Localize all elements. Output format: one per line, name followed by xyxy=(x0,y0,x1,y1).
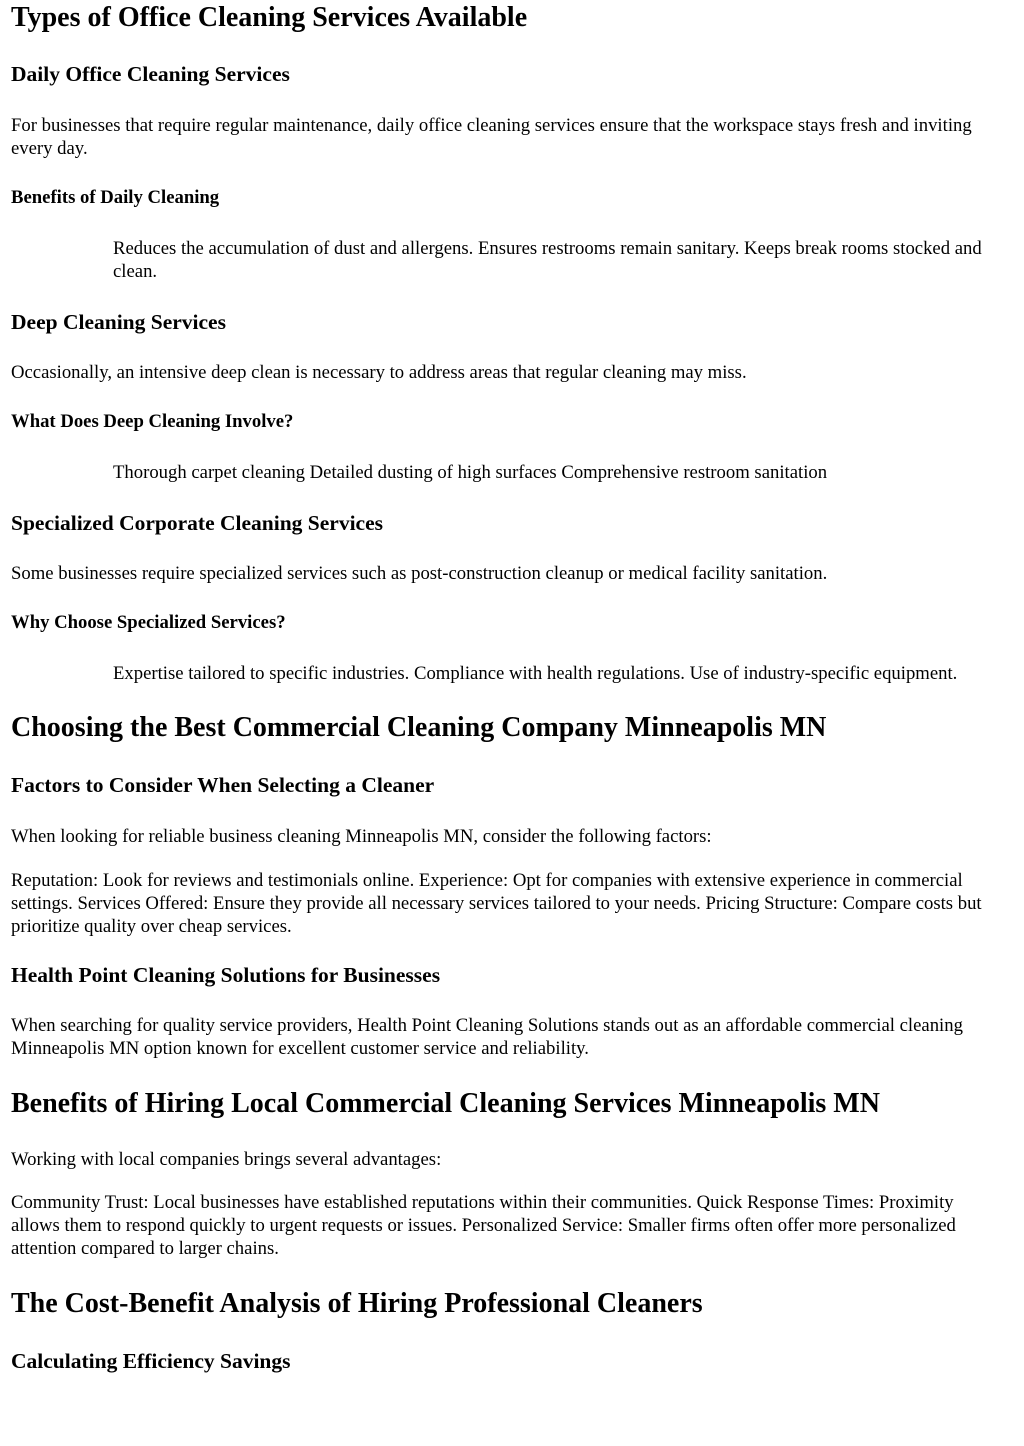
heading-choosing-best-company: Choosing the Best Commercial Cleaning Company Minneapolis MN xyxy=(11,712,827,743)
heading-deep-cleaning: Deep Cleaning Services xyxy=(11,310,226,334)
heading-cost-benefit-analysis: The Cost-Benefit Analysis of Hiring Professional Cleaners xyxy=(11,1288,703,1319)
paragraph-local-intro: Working with local companies brings several advantages: xyxy=(11,1149,442,1170)
blockquote-deep-cleaning-involve: Thorough carpet cleaning Detailed dusting of high surfaces Comprehensive restroom sanitation xyxy=(113,462,828,483)
paragraph-factors-intro: When looking for reliable business cleaning Minneapolis MN, consider the following factors: xyxy=(11,826,712,847)
heading-factors-to-consider: Factors to Consider When Selecting a Cleaner xyxy=(11,773,435,797)
heading-types-of-office-cleaning: Types of Office Cleaning Services Available xyxy=(11,2,528,33)
blockquote-specialized-reasons: Expertise tailored to specific industries. Compliance with health regulations. Use of industry-specific equipment. xyxy=(113,663,958,684)
paragraph-factors-list: Reputation: Look for reviews and testimonials online. Experience: Opt for companies with extensive experience in commercial settings. Services Offered: Ensure they provide all necessary services tailored to your needs. Pricing Structure: Compare costs but prioritize quality over cheap services. xyxy=(11,870,982,937)
paragraph-daily-cleaning: For businesses that require regular maintenance, daily office cleaning services ensure that the workspace stays fresh and inviting every day. xyxy=(11,115,972,159)
paragraph-specialized-cleaning: Some businesses require specialized services such as post-construction cleanup or medical facility sanitation. xyxy=(11,563,828,584)
heading-specialized-corporate-cleaning: Specialized Corporate Cleaning Services xyxy=(11,511,384,535)
paragraph-health-point: When searching for quality service providers, Health Point Cleaning Solutions stands out as an affordable commercial cleaning Minneapolis MN option known for excellent customer service and reliability. xyxy=(11,1015,963,1059)
heading-benefits-of-daily-cleaning: Benefits of Daily Cleaning xyxy=(11,187,220,208)
heading-calculating-efficiency-savings: Calculating Efficiency Savings xyxy=(11,1349,291,1373)
heading-what-does-deep-cleaning-involve: What Does Deep Cleaning Involve? xyxy=(11,411,294,432)
blockquote-daily-benefits: Reduces the accumulation of dust and allergens. Ensures restrooms remain sanitary. Keeps break rooms stocked and clean. xyxy=(113,238,982,282)
heading-benefits-of-local-services: Benefits of Hiring Local Commercial Cleaning Services Minneapolis MN xyxy=(11,1088,880,1119)
heading-health-point-cleaning: Health Point Cleaning Solutions for Businesses xyxy=(11,963,441,987)
paragraph-local-advantages: Community Trust: Local businesses have established reputations within their communities. Quick Response Times: Proximity allows them to respond quickly to urgent requests or issues. Personalized Service: Smaller firms often offer more personalized attention compared to larger chains. xyxy=(11,1192,956,1259)
heading-why-choose-specialized: Why Choose Specialized Services? xyxy=(11,612,286,633)
paragraph-deep-cleaning: Occasionally, an intensive deep clean is necessary to address areas that regular cleaning may miss. xyxy=(11,362,747,383)
heading-daily-office-cleaning: Daily Office Cleaning Services xyxy=(11,62,290,86)
